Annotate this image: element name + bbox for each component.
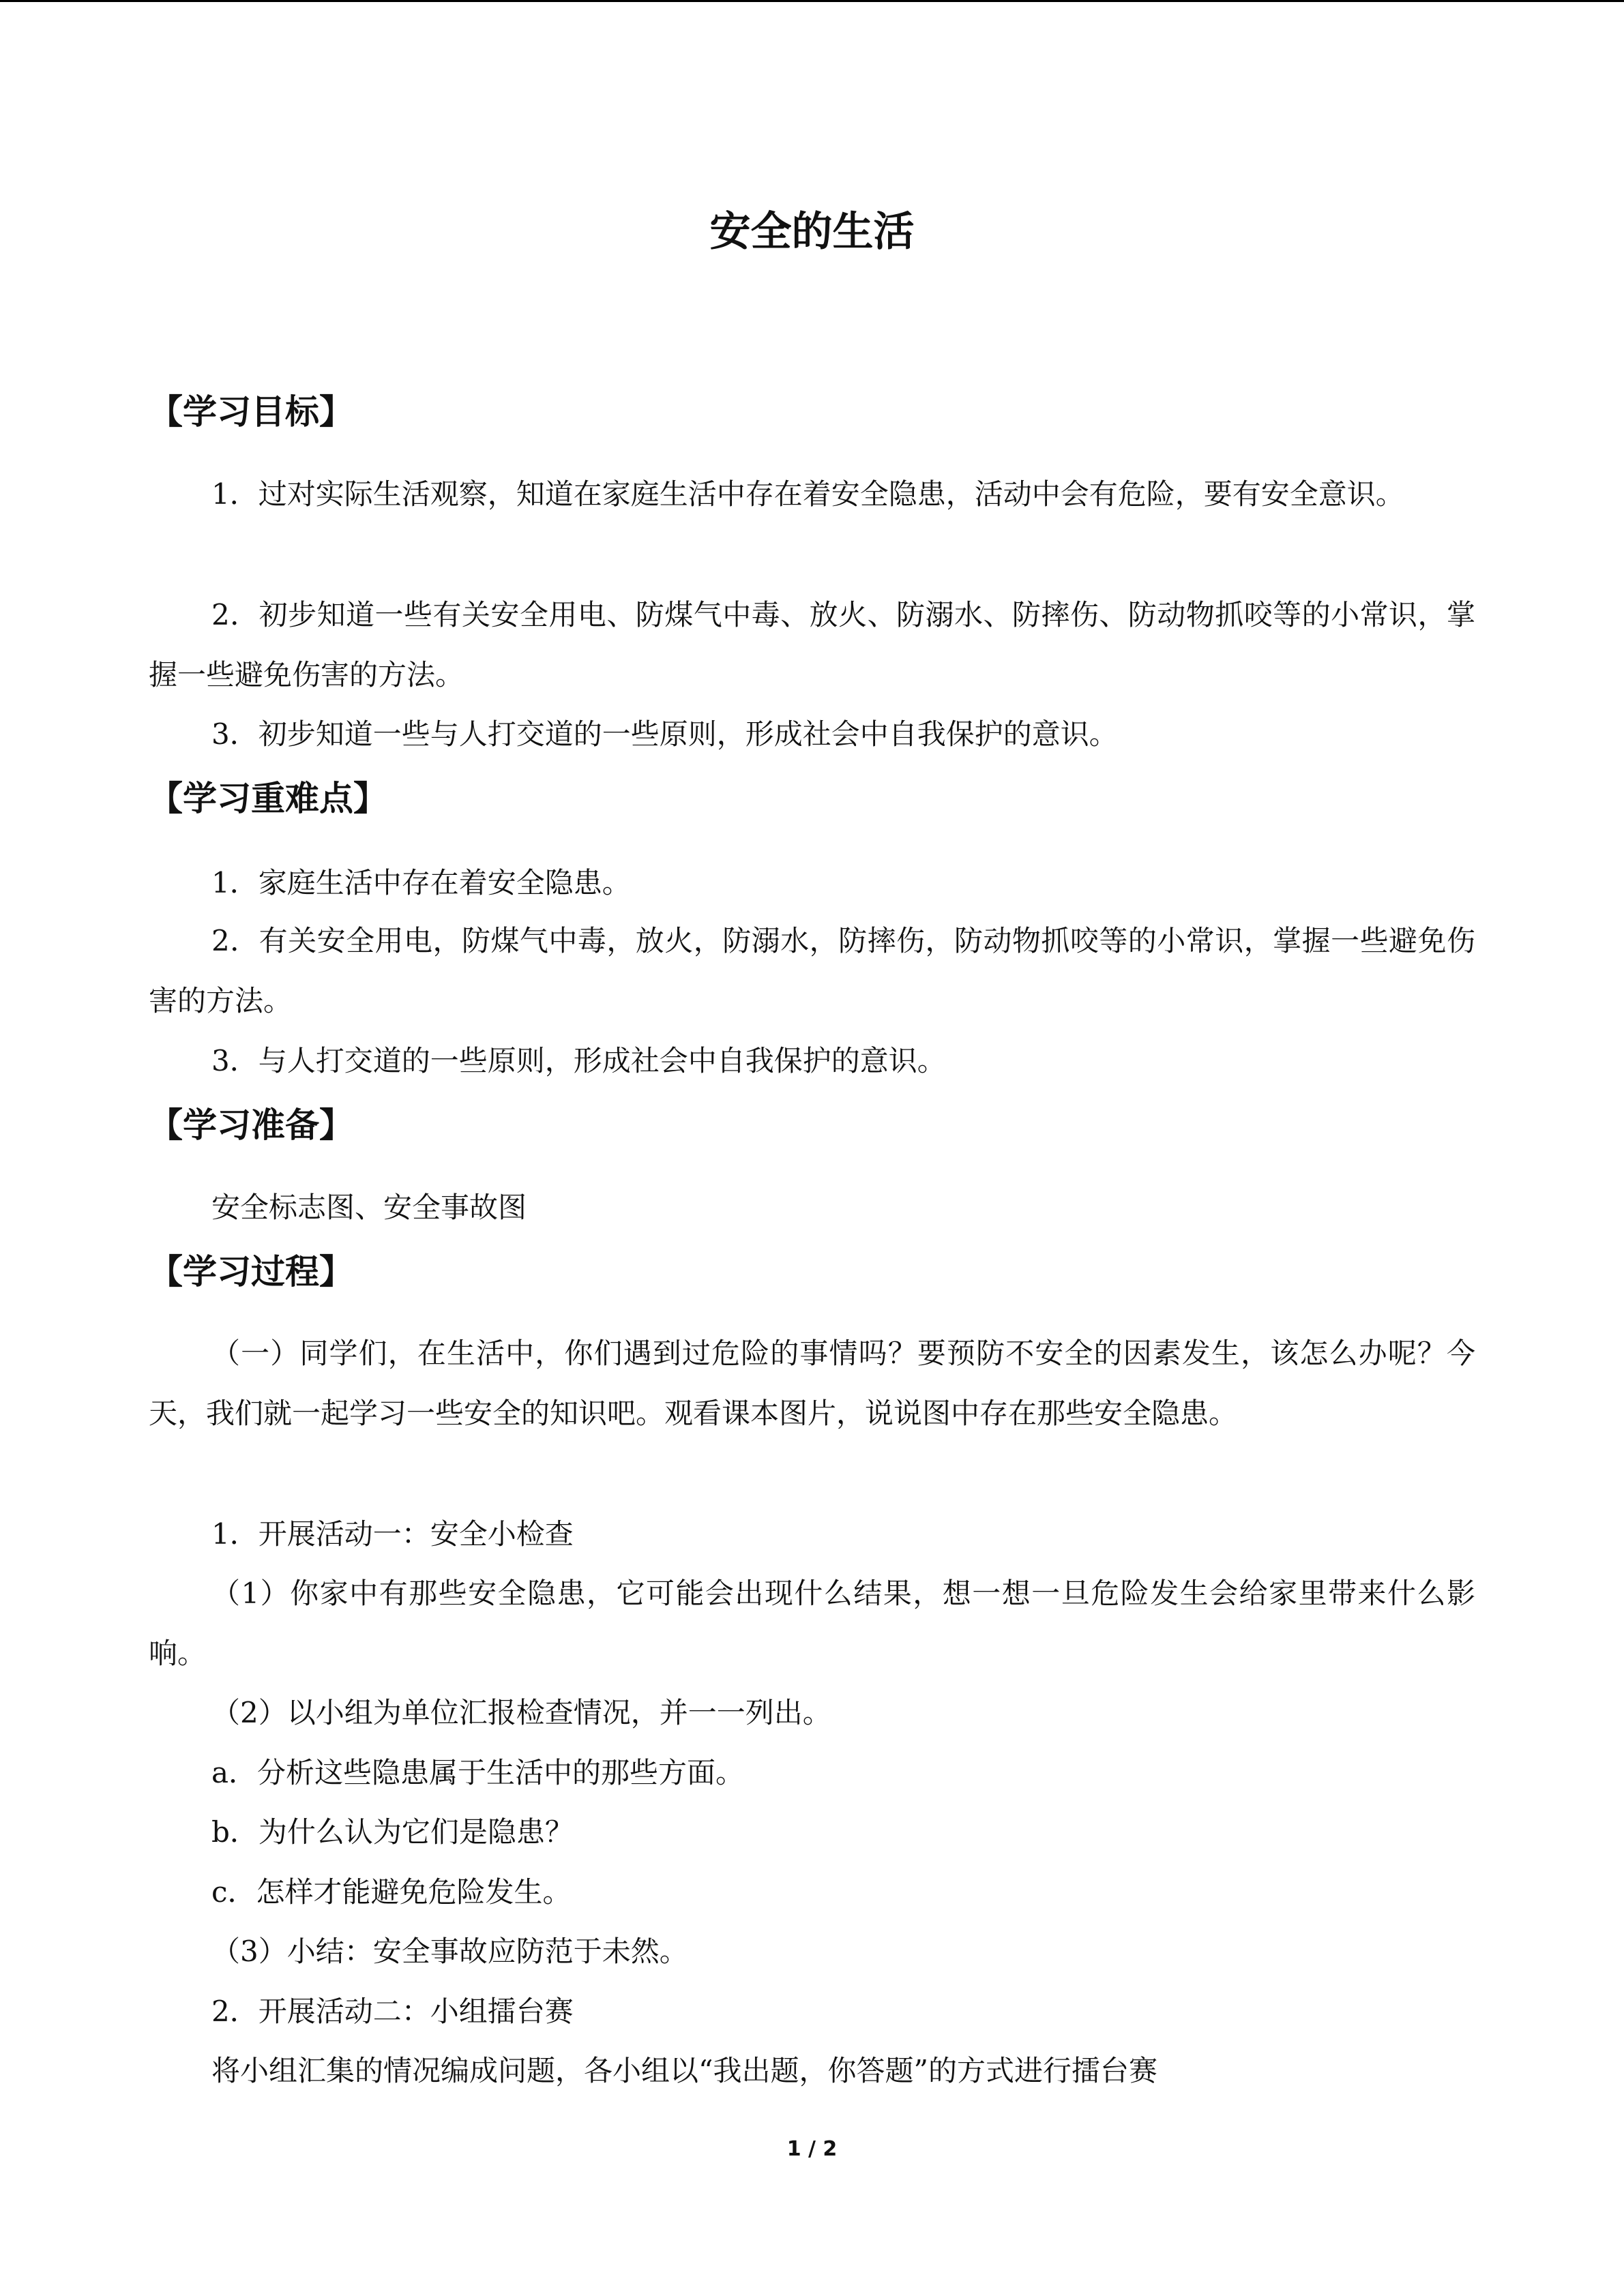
heading-learning-process: 【学习过程】 — [149, 1252, 353, 1292]
heading-key-points: 【学习重难点】 — [149, 779, 387, 818]
process-intro: （一）同学们，在生活中，你们遇到过危险的事情吗？要预防不安全的因素发生，该怎么办呢？今天，我们就一起学习一些安全的知识吧。观看课本图片，说说图中存在那些安全隐患。 — [149, 1337, 1475, 1430]
document-title: 安全的生活 — [709, 208, 915, 256]
key-point-item-1: 1．家庭生活中存在着安全隐患。 — [211, 866, 631, 899]
process-step-2: （2）以小组为单位汇报检查情况，并一一列出。 — [211, 1696, 831, 1729]
process-substep-c: c．怎样才能避免危险发生。 — [211, 1875, 572, 1909]
goal-item-3: 3．初步知道一些与人打交道的一些原则，形成社会中自我保护的意识。 — [211, 717, 1118, 751]
heading-preparation: 【学习准备】 — [149, 1105, 353, 1145]
process-substep-b: b．为什么认为它们是隐患？ — [211, 1815, 574, 1849]
goal-item-1: 1．过对实际生活观察，知道在家庭生活中存在着安全隐患，活动中会有危险，要有安全意识。 — [211, 477, 1404, 511]
page-number: 1 / 2 — [786, 2137, 838, 2161]
heading-learning-goals: 【学习目标】 — [149, 392, 353, 432]
process-substep-a: a．分析这些隐患属于生活中的那些方面。 — [211, 1756, 745, 1789]
document-page — [149, 0, 1475, 2296]
goal-item-2: 2．初步知道一些有关安全用电、防煤气中毒、放火、防溺水、防摔伤、防动物抓咬等的小常识，掌握一些避免伤害的方法。 — [149, 598, 1475, 691]
key-point-item-3: 3．与人打交道的一些原则，形成社会中自我保护的意识。 — [211, 1044, 946, 1077]
process-activity-2-title: 2．开展活动二：小组擂台赛 — [211, 1995, 574, 2028]
preparation-item-1: 安全标志图、安全事故图 — [211, 1191, 527, 1224]
process-activity-1-title: 1．开展活动一：安全小检查 — [211, 1517, 574, 1551]
process-activity-2-description: 将小组汇集的情况编成问题，各小组以“我出题，你答题”的方式进行擂台赛 — [211, 2054, 1157, 2087]
process-step-3-summary: （3）小结：安全事故应防范于未然。 — [211, 1935, 688, 1968]
key-point-item-2: 2．有关安全用电，防煤气中毒，放火，防溺水，防摔伤，防动物抓咬等的小常识，掌握一些避免伤害的方法。 — [149, 924, 1475, 1017]
process-step-1: （1）你家中有那些安全隐患，它可能会出现什么结果，想一想一旦危险发生会给家里带来什么影响。 — [149, 1577, 1475, 1670]
